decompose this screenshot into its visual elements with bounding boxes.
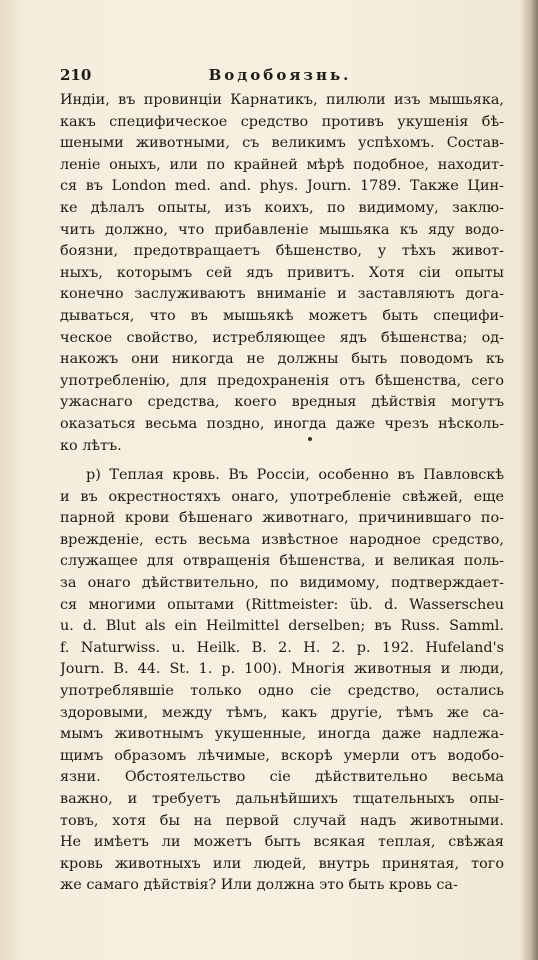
- text-line: важно, и требуетъ дальнѣйшихъ тщательныхъ опы-: [60, 791, 504, 807]
- text-line: Индіи, въ провинціи Карнатикъ, пилюли изъ мышьяка,: [60, 92, 504, 108]
- text-line: Не имѣетъ ли можетъ быть всякая теплая, свѣжая: [60, 834, 504, 851]
- running-title: Водобоязнь.: [208, 66, 352, 84]
- text-line: f. Naturwiss. u. Heilk. B. 2. H. 2. p. 192. Hufeland's: [60, 639, 504, 656]
- text-line: парной крови бѣшенаго животнаго, причинившаго по-: [60, 510, 504, 527]
- text-line: и въ окрестностяхъ онаго, употребленіе свѣжей, еще: [60, 488, 504, 505]
- text-line: за онаго дѣйствительно, по видимому, подтверждает-: [60, 575, 504, 592]
- text-line: язни. Обстоятельство сіе дѣйствительно весьма: [60, 769, 504, 786]
- text-line: накожъ они никогда не должны быть поводомъ къ: [60, 351, 504, 368]
- text-line: здоровыми, между тѣмъ, какъ другіе, тѣмъ же са-: [60, 704, 504, 721]
- text-line: употреблявшіе только одно сіе средство, остались: [60, 683, 504, 700]
- text-line: конечно заслуживаютъ вниманіе и заставляютъ дога-: [60, 286, 504, 303]
- text-line: щимъ образомъ лѣчимые, вскорѣ умерли отъ водобо-: [60, 747, 504, 764]
- text-line: служащее для отвращенія бѣшенства, и великая поль-: [60, 553, 504, 570]
- text-line: леніе оныхъ, или по крайней мѣрѣ подобное, находит-: [60, 156, 504, 173]
- page-header: [60, 66, 500, 88]
- text-line: врежденіе, есть весьма извѣстное народное средство,: [60, 531, 504, 548]
- text-line: ческое свойство, истребляющее ядъ бѣшенства; од-: [60, 329, 504, 346]
- text-line: шеными животными, съ великимъ успѣхомъ. Состав-: [60, 135, 504, 152]
- text-line: чить должно, что прибавленіе мышьяка къ яду водо-: [60, 221, 504, 238]
- text-line: оказаться весьма поздно, иногда даже чрезъ нѣсколь-: [60, 415, 504, 432]
- paragraph: [60, 465, 504, 897]
- text-line: кровь животныхъ или людей, внутрь принятая, того: [60, 855, 504, 872]
- text-line: дываться, что въ мышьякѣ можетъ быть специфи-: [60, 307, 504, 324]
- text-line: ке дѣлалъ опыты, изъ коихъ, по видимому, заклю-: [60, 199, 504, 216]
- text-line: употребленію, для предохраненія отъ бѣшенства, сего: [60, 372, 504, 389]
- text-line: ко лѣтъ.: [60, 437, 122, 454]
- text-line: ныхъ, которымъ сей ядъ привитъ. Хотя сіи опыты: [60, 264, 504, 281]
- text-line: u. d. Blut als ein Heilmittel derselben; въ Russ. Samml.: [60, 618, 504, 635]
- text-line: ся въ London med. and. phys. Journ. 1789. Также Цин-: [60, 178, 504, 195]
- text-line: мымъ животнымъ укушенные, иногда даже надлежа-: [60, 726, 504, 743]
- page-number: 210: [60, 66, 92, 84]
- text-line: ся многими опытами (Rittmeister: üb. d. Wasserscheu: [60, 596, 504, 613]
- page-spine-shadow: [520, 0, 538, 960]
- text-line: ужаснаго средства, коего вредныя дѣйствія могутъ: [60, 394, 504, 411]
- paragraph: [60, 90, 504, 457]
- text-line: Journ. B. 44. St. 1. p. 100). Многія животныя и люди,: [60, 661, 504, 678]
- paragraph-gap: [60, 457, 504, 465]
- text-line: какъ специфическое средство противъ укушенія бѣ-: [60, 113, 504, 130]
- text-line: р) Теплая кровь. Въ Россіи, особенно въ Павловскѣ: [86, 467, 504, 484]
- ink-speck: [308, 437, 312, 441]
- text-line: товъ, хотя бы на первой случай надъ животными.: [60, 812, 504, 829]
- text-line: же самаго дѣйствія? Или должна это быть кровь са-: [60, 877, 458, 894]
- body-text: [60, 90, 504, 897]
- text-line: боязни, предотвращаетъ бѣшенство, у тѣхъ живот-: [60, 243, 504, 260]
